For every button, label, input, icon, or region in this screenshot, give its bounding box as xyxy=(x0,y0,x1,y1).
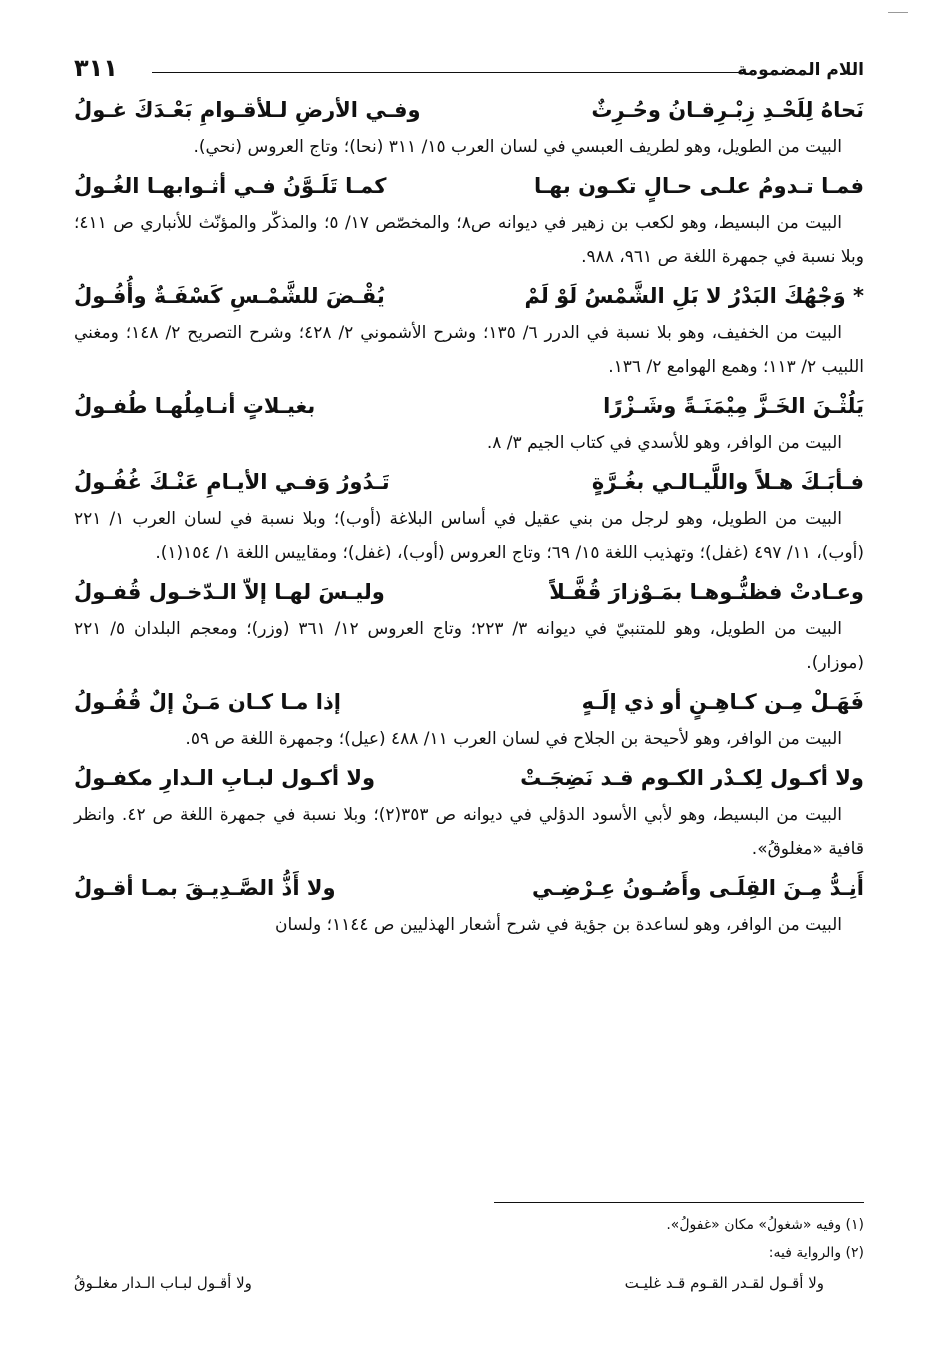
header-rule xyxy=(152,72,746,73)
verse-commentary: البيت من الوافر، وهو لساعدة بن جؤية في شرح أشعار الهذليين ص ١١٤٤؛ ولسان xyxy=(274,915,842,935)
footnote-2: (٢) والرواية فيه: xyxy=(768,1245,864,1261)
verse-first-hemistich: وعـادتْ فظنُّـوهـا بمَـوْزارَ قُفَّـلاً xyxy=(549,580,864,604)
footnote-verse-line xyxy=(74,1270,864,1296)
footnote-1: (١) وفيه «شغولُ» مكان «غفولُ». xyxy=(666,1217,864,1233)
entry xyxy=(74,166,864,274)
entry xyxy=(74,572,864,680)
verse-line xyxy=(74,276,864,316)
verse-line xyxy=(74,682,864,722)
verse-second-hemistich: إذا مـا كـان مَـنْ إلٌ قُفُـولُ xyxy=(74,690,341,714)
verse-commentary: البيت من الطويل، وهو لطريف العبسي في لسان العرب ١٥/ ٣١١ (نحا)؛ وتاج العروس (نحي). xyxy=(193,137,842,157)
verse-first-hemistich: فمـا تـدومُ علـى حـالٍ تكـون بهـا xyxy=(533,174,864,198)
verse-second-hemistich: كمـا تَلَـوَّنُ فـي أثـوابهـا الغُـولُ xyxy=(74,174,387,198)
verse-line xyxy=(74,868,864,908)
verse-line xyxy=(74,462,864,502)
footnote-verse xyxy=(74,1270,864,1296)
verse-commentary: البيت من الوافر، وهو للأسدي في كتاب الجيم ٣/ ٨. xyxy=(486,433,842,453)
entry xyxy=(74,758,864,866)
corner-mark xyxy=(888,12,908,13)
footnote-verse-second: ولا أقـول لبـاب الـدار مغلـوقُ xyxy=(74,1274,252,1292)
verse-first-hemistich: فـأبَـكَ هـلاً واللَّيـالـي بغُـرَّةٍ xyxy=(591,470,864,494)
verse-line xyxy=(74,386,864,426)
page xyxy=(74,50,864,944)
verse-first-hemistich: * وَجْهُكَ البَدْرُ لا بَلِ الشَّمْسُ لَوْ لَمْ xyxy=(524,284,864,308)
verse-line xyxy=(74,758,864,798)
verse-line xyxy=(74,166,864,206)
verse-first-hemistich: يَلُثْـنَ الخَـزَّ مِيْمَنَـةً وشَـزْرًا xyxy=(603,394,864,418)
verse-second-hemistich: بغيـلاتٍ أنـامِلُهـا طُفـولُ xyxy=(74,394,316,418)
verse-first-hemistich: ولا أكـول لِكـدْر الكـوم قـد نَضِجَـتْ xyxy=(520,766,864,790)
verse-commentary: البيت من البسيط، وهو لكعب بن زهير في ديوانه ص٨؛ والمخصّص ١٧/ ٥؛ والمذكّر والمؤنّث للأنباري ص ٤١١؛ وبلا نسبة في جمهرة اللغة ص ٩٦١، ٩٨٨. xyxy=(74,213,864,267)
verse-second-hemistich: تَـدُورُ وَفـي الأيـامِ عَنْـكَ غُفُـولُ xyxy=(74,470,390,494)
verse-second-hemistich: وفـي الأرضِ لـلأقـوامِ بَعْـدَكَ غـولُ xyxy=(74,98,421,122)
verse-first-hemistich: أَنِـدُّ مِـنَ القِلَـى وأَصُـونُ عِـرْضِـي xyxy=(531,876,864,900)
verse-second-hemistich: وليـسَ لهـا إلاّ الـدّخـول قُفـولُ xyxy=(74,580,385,604)
entry xyxy=(74,386,864,460)
verse-commentary: البيت من الطويل، وهو للمتنبيّ في ديوانه ٣/ ٢٢٣؛ وتاج العروس ١٢/ ٣٦١ (وزر)؛ ومعجم البلدان ٥/ ٢٢١ (موزار). xyxy=(74,619,864,673)
verse-second-hemistich: ولا أَذُّ الصَّـدِيـقَ بمـا أقـولُ xyxy=(74,876,336,900)
verse-line xyxy=(74,572,864,612)
verse-commentary: البيت من الطويل، وهو لرجل من بني عقيل في أساس البلاغة (أوب)؛ وبلا نسبة في لسان العرب ١/ ٢٢١ (أوب)، ١١/ ٤٩٧ (غفل)؛ وتهذيب اللغة ١٥/ ٦٩؛ وتاج العروس (أوب)، (غفل)؛ ومقاييس اللغة ١/ ١٥٤(١). xyxy=(74,509,864,563)
verse-commentary: البيت من البسيط، وهو لأبي الأسود الدؤلي في ديوانه ص ٣٥٣(٢)؛ وبلا نسبة في جمهرة اللغة ص ٤٢. وانظر قافية «مغلوقُ». xyxy=(74,805,864,859)
entry xyxy=(74,462,864,570)
footnote-verse-first: ولا أقـول لقـدر القـوم قـد غليـت xyxy=(624,1274,824,1292)
verse-second-hemistich: ولا أكـول لبـابِ الـدارِ مكفـولُ xyxy=(74,766,376,790)
verse-line xyxy=(74,90,864,130)
footnote-rule xyxy=(494,1202,864,1203)
verse-commentary: البيت من الخفيف، وهو بلا نسبة في الدرر ٦/ ١٣٥؛ وشرح الأشموني ٢/ ٤٢٨؛ وشرح التصريح ٢/ ١٤٨؛ ومغني اللبيب ٢/ ١١٣؛ وهمع الهوامع ٢/ ١٣٦. xyxy=(74,323,864,377)
entry xyxy=(74,868,864,942)
verse-first-hemistich: نَحاهُ لِلَحْـدِ زِبْـرِقـانُ وحُـرِثٌ xyxy=(591,98,864,122)
page-number: ٣١١ xyxy=(74,54,118,82)
running-title: اللام المضمومة xyxy=(737,60,864,80)
verse-first-hemistich: فَهَـلْ مِـن كـاهِـنٍ أو ذي إلَـهٍ xyxy=(581,690,864,714)
entry xyxy=(74,276,864,384)
entry xyxy=(74,90,864,164)
entry xyxy=(74,682,864,756)
page-header xyxy=(74,50,864,90)
verse-commentary: البيت من الوافر، وهو لأحيحة بن الجلاح في لسان العرب ١١/ ٤٨٨ (عيل)؛ وجمهرة اللغة ص ٥٩. xyxy=(185,729,842,749)
verse-second-hemistich: يُقْـضَ للشَّمْـسِ كَسْفَـةٌ وأُفُـولُ xyxy=(74,284,385,308)
